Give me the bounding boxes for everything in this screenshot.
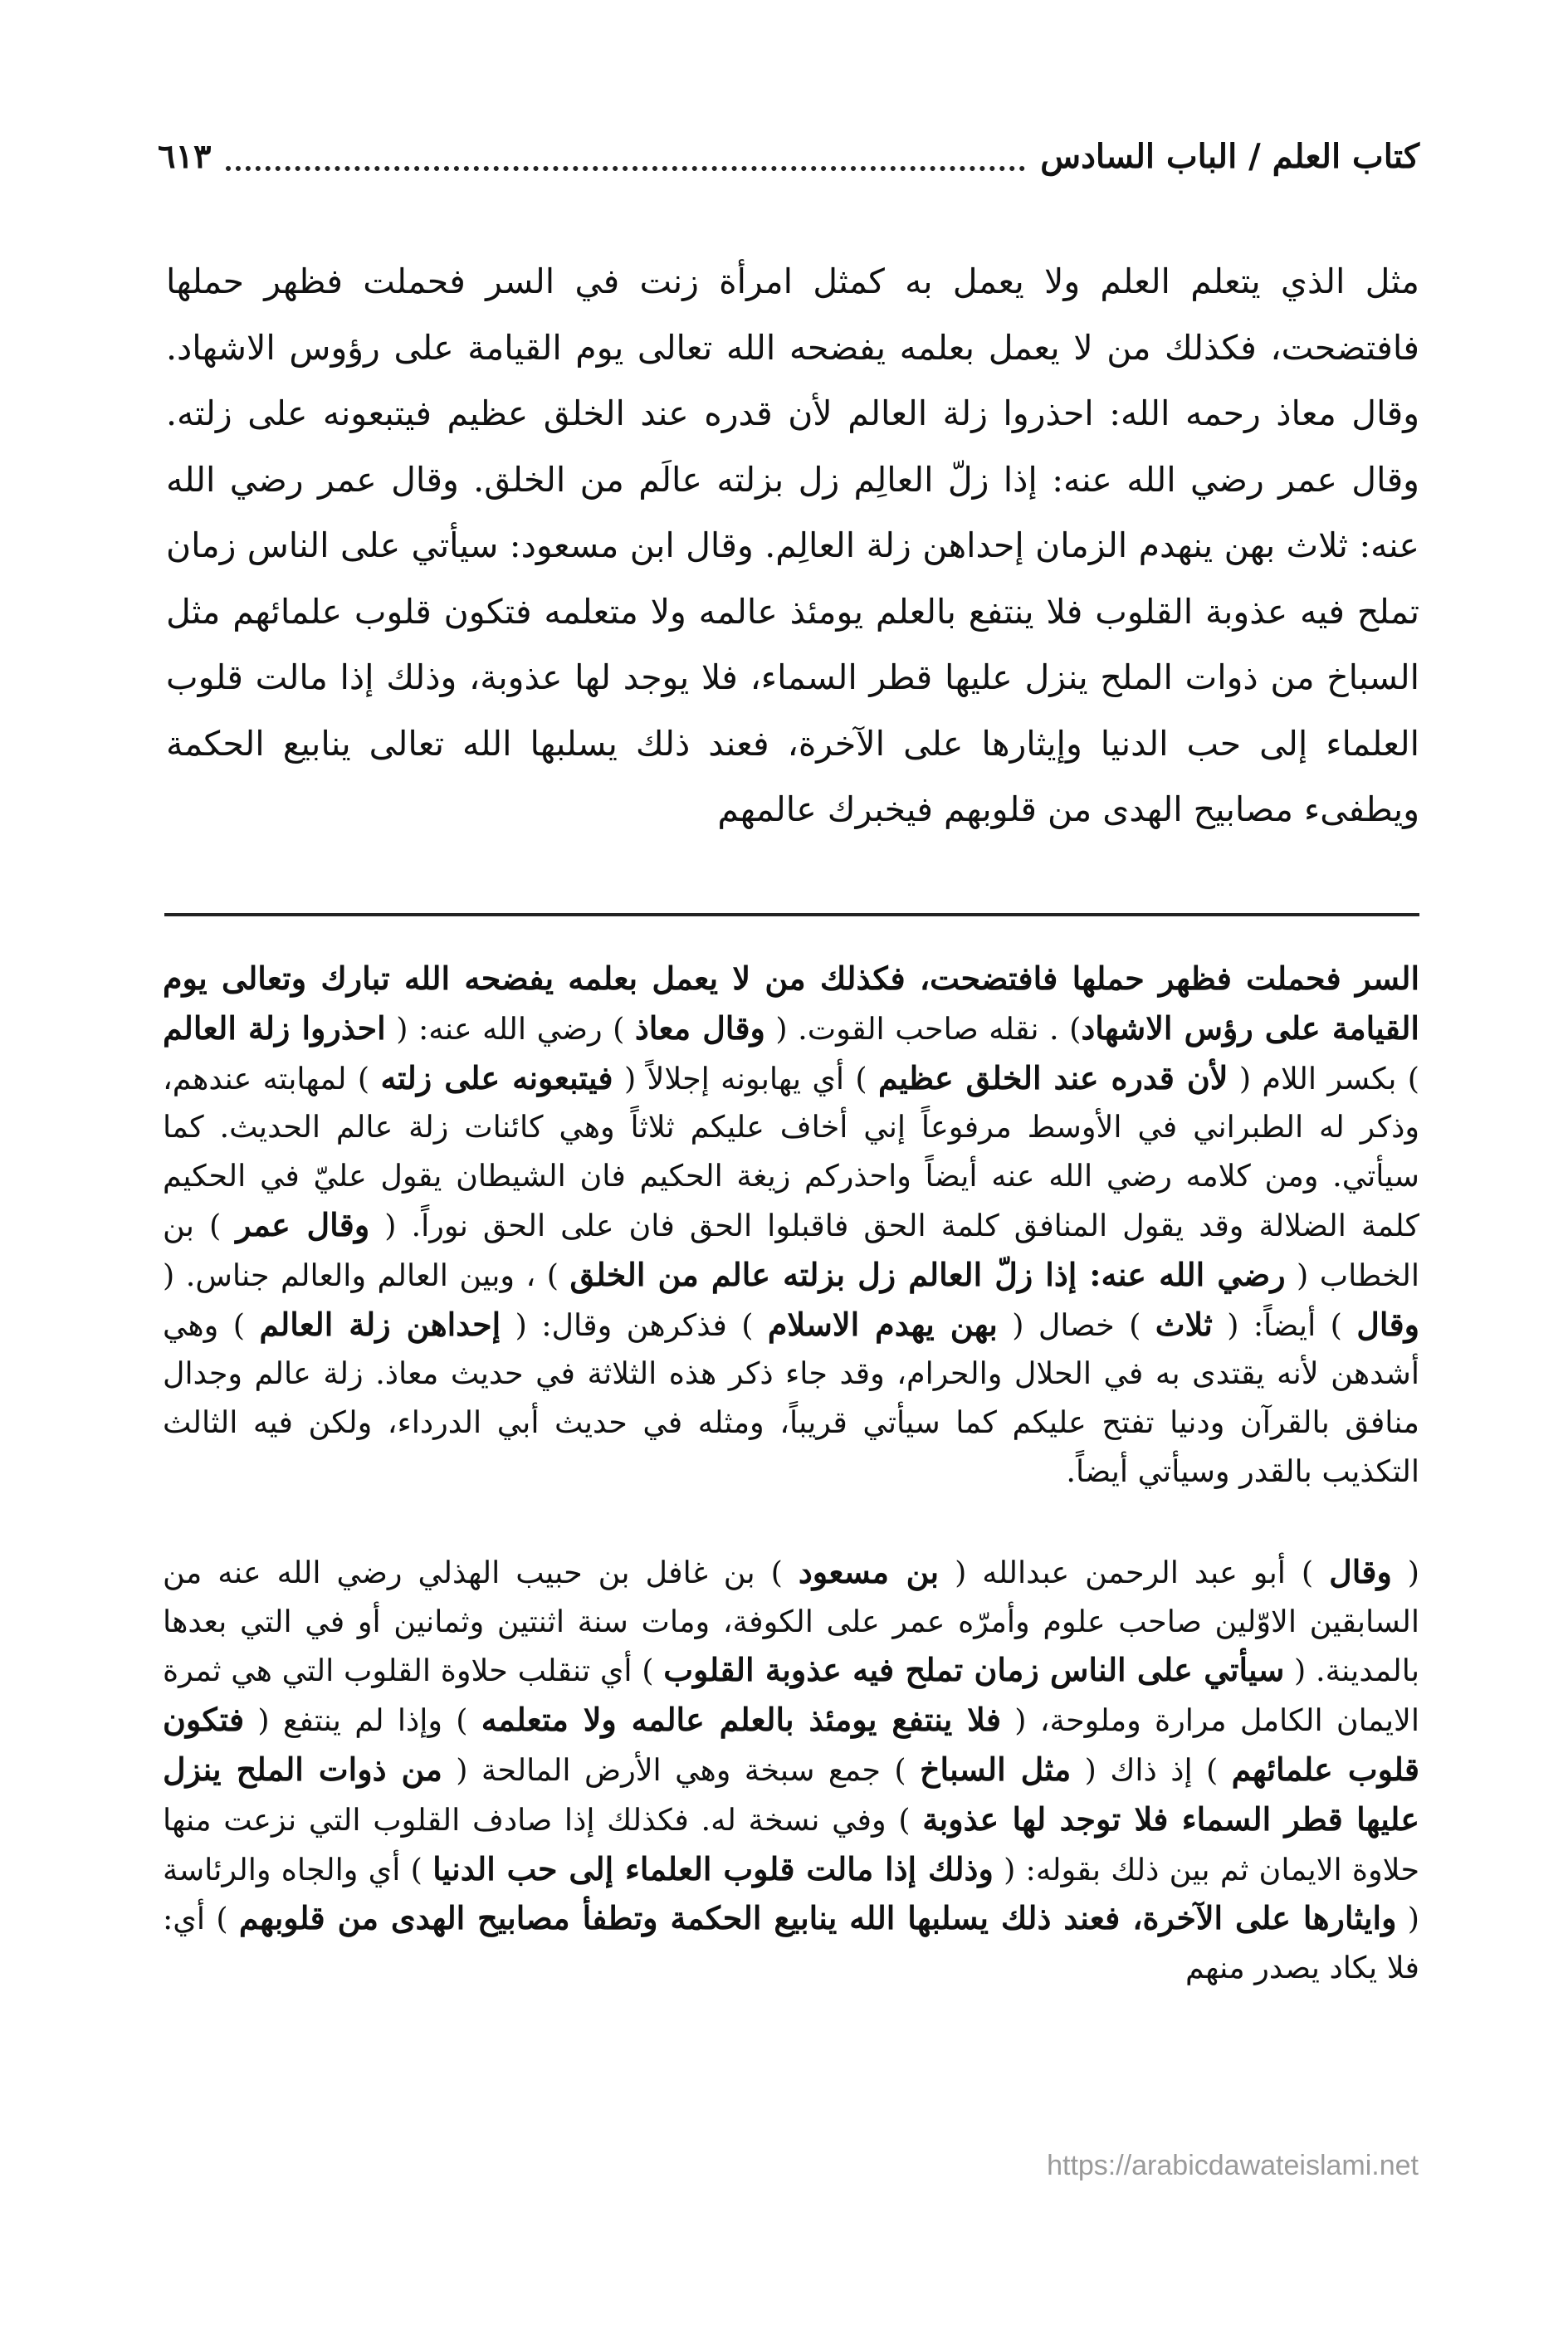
quoted-text-segment: مثل السباخ [920, 1750, 1072, 1788]
commentary-text-segment: ) ، وبين العالم والعالم جناس. ( [163, 1257, 570, 1293]
commentary-text-segment: ) أيضاً: ( [1212, 1306, 1357, 1343]
page-number: ٦١٣ [158, 136, 212, 176]
commentary-text-segment: ) لمهابته عندهم، وذكر له الطبراني في الأوسط مرفوعاً إني أخاف عليكم ثلاثاً وهي كائنات زلة عالم الحديث. كما سيأتي. ومن كلامه رضي الله عنه أيضاً واحذركم زيغة الحكيم فان الشيطان يقول عليّ في الحكيم كلمة الضلالة وقد يقول المنافق كلمة الحق فاقبلوا الحق فان على الحق نوراً. ( [163, 1060, 1419, 1243]
main-text-paragraph: مثل الذي يتعلم العلم ولا يعمل به كمثل امرأة زنت في السر فحملت فظهر حملها فافتضحت، فكذلك من لا يعمل بعلمه يفضحه الله تعالى يوم القيامة على رؤوس الاشهاد. وقال معاذ رحمه الله: احذروا زلة العالم لأن قدره عند الخلق عظيم فيتبعونه على زلته. وقال عمر رضي الله عنه: إذا زلّ العالِم زل بزلته عالَم من الخلق. وقال عمر رضي الله عنه: ثلاث بهن ينهدم الزمان إحداهن زلة العالِم. وقال ابن مسعود: سيأتي على الناس زمان تملح فيه عذوبة القلوب فلا ينتفع بالعلم يومئذ عالمه ولا متعلمه فتكون قلوب علمائهم مثل السباخ من ذوات الملح ينزل عليها قطر السماء، فلا يوجد لها عذوبة، وذلك إذا مالت قلوب العلماء إلى حب الدنيا وإيثارها على الآخرة، فعند ذلك يسلبها الله تعالى ينابيع الحكمة ويطفىء مصابيح الهدى من قلوبهم فيخبرك عالمهم [166, 261, 1419, 829]
quoted-text-segment: وقال [1329, 1552, 1392, 1590]
commentary-text-segment: ) رضي الله عنه: ( [385, 1010, 635, 1047]
commentary-text-segment: ) أبو عبد الرحمن عبدالله ( [939, 1554, 1330, 1590]
quoted-text-segment: لأن قدره عند الخلق عظيم [878, 1058, 1229, 1096]
commentary-text-segment: ) . نقله صاحب القوت. ( [764, 1010, 1082, 1047]
commentary-text-segment: ) إذ ذاك ( [1071, 1751, 1232, 1788]
commentary-text-segment: ) فذكرهن وقال: ( [501, 1306, 768, 1343]
commentary-text-segment: ) أي تنقلب حلاوة القلوب التي هي ثمرة الايمان الكامل مرارة وملوحة، ( [163, 1653, 1419, 1739]
commentary-text-segment: ) جمع سبخة وهي الأرض المالحة ( [442, 1751, 921, 1788]
quoted-text-segment: وقال معاذ [634, 1008, 765, 1047]
quoted-text-segment: السر فحملت فظهر حملها فافتضحت، فكذلك من لا يعمل بعلمه يفضحه الله تبارك وتعالى يوم القيامة على رؤس الاشهاد [163, 960, 1419, 1047]
commentary-text-segment: ( [1391, 1554, 1420, 1590]
commentary-text-segment: ) بن الخطاب ( [163, 1207, 1419, 1293]
quoted-text-segment: احذروا زلة العالم [163, 1008, 386, 1047]
commentary-text-segment: ) أي: فلا يكاد يصدر منهم [163, 1901, 1419, 1986]
quoted-text-segment: وايثارها على الآخرة، فعند ذلك يسلبها الله ينابيع الحكمة وتطفأ مصابيح الهدى من قلوبهم [238, 1899, 1397, 1937]
quoted-text-segment: ثلاث [1155, 1305, 1213, 1343]
quoted-text-segment: من ذوات الملح ينزل عليها قطر السماء فلا توجد لها عذوبة [163, 1750, 1419, 1838]
watermark-url: https://arabicdawateislami.net [1047, 2150, 1419, 2181]
quoted-text-segment: فيتبعونه على زلته [380, 1058, 613, 1096]
commentary-block [163, 955, 1419, 1993]
quoted-text-segment: بن مسعود [798, 1552, 940, 1590]
commentary-text-segment: ) وهي أشدهن لأنه يقتدى به في الحلال والحرام، وقد جاء ذكر هذه الثلاثة في حديث معاذ. زلة عالم وجدال منافق بالقرآن ودنيا تفتح عليكم كما سيأتي قريباً، ومثله في حديث أبي الدرداء، ولكن فيه الثالث التكذيب بالقدر وسيأتي أيضاً. [163, 1306, 1419, 1489]
quoted-text-segment: فتكون قلوب علمائهم [163, 1701, 1419, 1788]
commentary-text-segment: ) أي والجاه والرئاسة ( [163, 1851, 1420, 1937]
running-header [158, 131, 1419, 181]
commentary-text-segment: ) وفي نسخة له. فكذلك إذا صادف القلوب التي نزعت منها حلاوة الايمان ثم بين ذلك بقوله: ( [163, 1801, 1420, 1887]
quoted-text-segment: بهن يهدم الاسلام [767, 1305, 998, 1343]
commentary-text-segment: ) وإذا لم ينتفع ( [244, 1702, 481, 1739]
footnote-divider [164, 913, 1419, 916]
quoted-text-segment: وقال [1356, 1305, 1419, 1343]
commentary-paragraph-1 [163, 955, 1419, 1497]
quoted-text-segment: فلا ينتفع يومئذ بالعلم عالمه ولا متعلمه [481, 1701, 1002, 1739]
leader-dots [226, 141, 1025, 171]
main-text-block [166, 249, 1419, 843]
quoted-text-segment: إحداهن زلة العالم [259, 1305, 501, 1343]
commentary-text-segment: ) بن غافل بن حبيب الهذلي رضي الله عنه من السابقين الاوّلين صاحب علوم وأمرّه عمر على الكوفة، ومات سنة اثنتين وثمانين أو في التي بعدها بالمدينة. ( [163, 1554, 1419, 1689]
commentary-text-segment: ) بكسر اللام ( [1228, 1060, 1420, 1096]
commentary-paragraph-2 [163, 1548, 1419, 1993]
commentary-text-segment: ) خصال ( [997, 1306, 1155, 1343]
quoted-text-segment: وقال عمر [236, 1205, 370, 1243]
quoted-text-segment: وذلك إذا مالت قلوب العلماء إلى حب الدنيا [432, 1849, 994, 1887]
commentary-text-segment: ) أي يهابونه إجلالاً ( [613, 1060, 879, 1096]
quoted-text-segment: رضي الله عنه: إذا زلّ العالم زل بزلته عالم من الخلق [569, 1255, 1286, 1293]
quoted-text-segment: سيأتي على الناس زمان تملح فيه عذوبة القلوب [663, 1651, 1285, 1689]
chapter-title: كتاب العلم / الباب السادس [1040, 136, 1419, 176]
